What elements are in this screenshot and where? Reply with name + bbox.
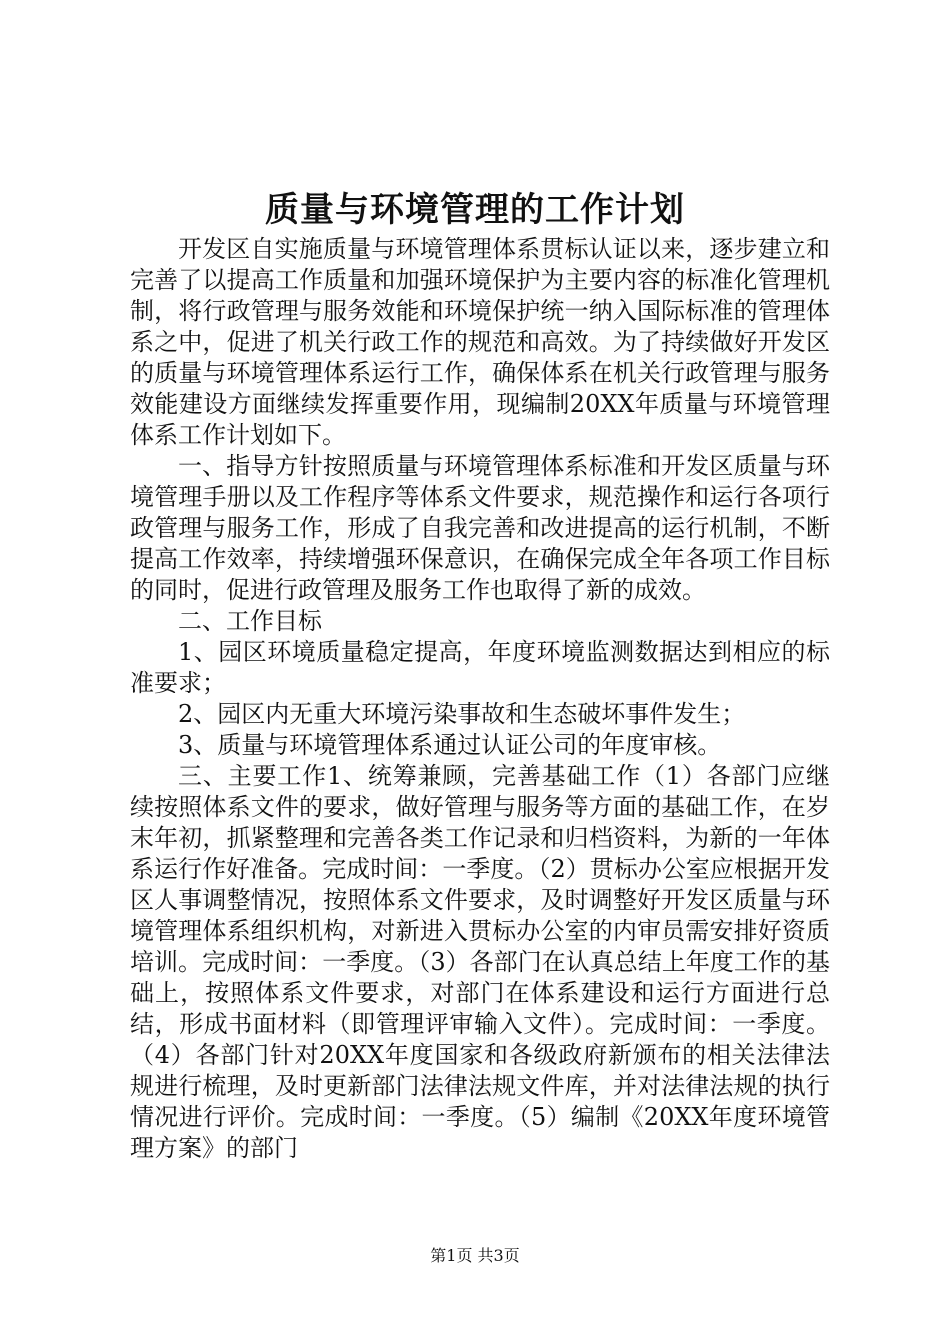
paragraph-main-work: 三、主要工作1、统筹兼顾，完善基础工作（1）各部门应继续按照体系文件的要求，做好管理与服务等方面的基础工作，在岁末年初，抓紧整理和完善各类工作记录和归档资料，为新的一年体系运行作好准备。完成时间：一季度。（2）贯标办公室应根据开发区人事调整情况，按照体系文件要求，及时调整好开发区质量与环境管理体系组织机构，对新进入贯标办公室的内审员需安排好资质培训。完成时间：一季度。（3）各部门在认真总结上年度工作的基础上，按照体系文件要求，对部门在体系建设和运行方面进行总结，形成书面材料（即管理评审输入文件）。完成时间：一季度。（4）各部门针对20XX年度国家和各级政府新颁布的相关法律法规进行梳理，及时更新部门法律法规文件库，并对法律法规的执行情况进行评价。完成时间：一季度。（5）编制《20XX年度环境管理方案》的部门	[130, 762, 830, 1162]
paragraph-guiding-principle: 一、指导方针按照质量与环境管理体系标准和开发区质量与环境管理手册以及工作程序等体系文件要求，规范操作和运行各项行政管理与服务工作，形成了自我完善和改进提高的运行机制，不断提高工作效率，持续增强环保意识，在确保完成全年各项工作目标的同时，促进行政管理及服务工作也取得了新的成效。	[130, 452, 830, 604]
goal-item-3: 3、质量与环境管理体系通过认证公司的年度审核。	[178, 731, 722, 759]
document-title: 质量与环境管理的工作计划	[265, 190, 685, 230]
page-number-footer: 第1页 共3页	[430, 1246, 520, 1265]
document-body	[130, 234, 830, 1164]
paragraph-intro: 开发区自实施质量与环境管理体系贯标认证以来，逐步建立和完善了以提高工作质量和加强环境保护为主要内容的标准化管理机制，将行政管理与服务效能和环境保护统一纳入国际标准的管理体系之中，促进了机关行政工作的规范和高效。为了持续做好开发区的质量与环境管理体系运行工作，确保体系在机关行政管理与服务效能建设方面继续发挥重要作用，现编制20XX年质量与环境管理体系工作计划如下。	[130, 235, 830, 449]
section-heading-work-goals: 二、工作目标	[178, 607, 322, 635]
goal-item-1: 1、园区环境质量稳定提高，年度环境监测数据达到相应的标准要求；	[130, 638, 830, 697]
goal-item-2: 2、园区内无重大环境污染事故和生态破坏事件发生；	[178, 700, 746, 728]
